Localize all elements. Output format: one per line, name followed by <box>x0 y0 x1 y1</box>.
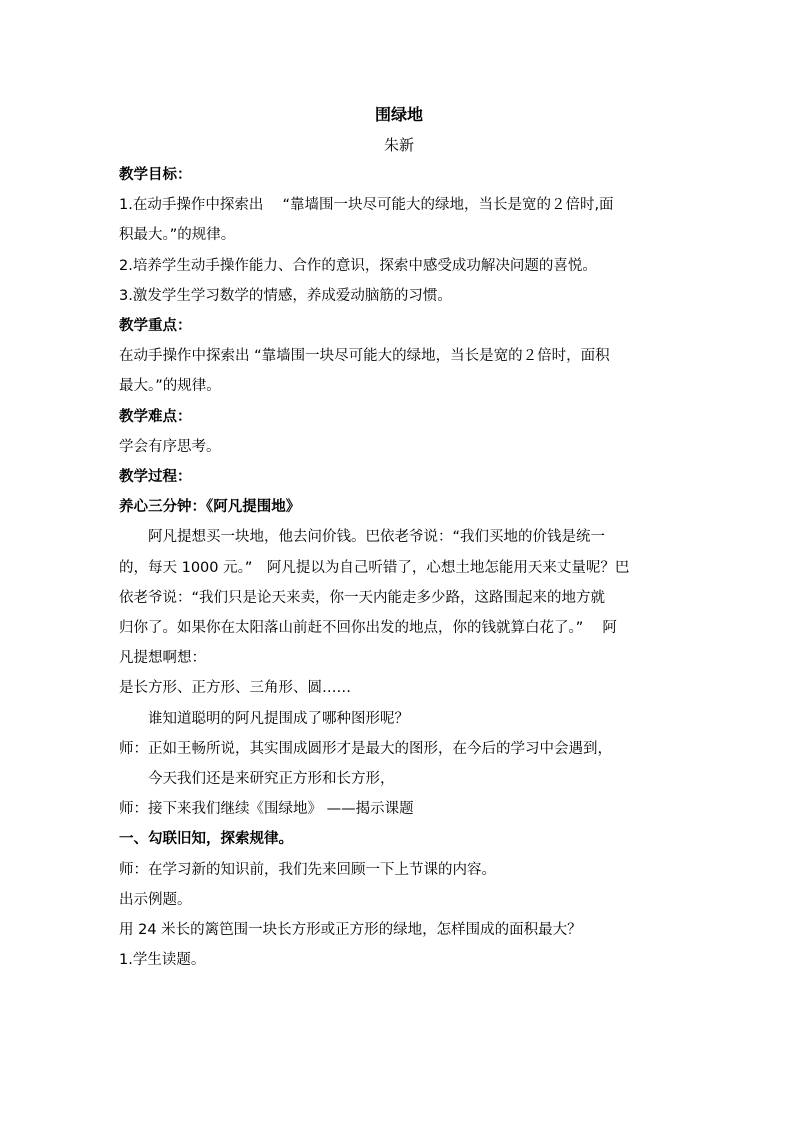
teacher-line-1: 师：正如王畅所说，其实围成圆形才是最大的图形，在今后的学习中会遇到， <box>119 740 612 757</box>
step-1-text: 1.学生读题。 <box>119 952 206 969</box>
today-text: 今天我们还是来研究正方形和长方形， <box>148 771 395 788</box>
story-line-4: 归你了。如果你在太阳落山前赶不回你出发的地点，你的钱就算白花了。” 阿 <box>119 620 617 637</box>
goal-1-line-2: 积最大。”的规律。 <box>119 227 236 244</box>
problem-text: 用 24 米长的篱笆围一块长方形或正方形的绿地，怎样围成的面积最大？ <box>119 922 582 939</box>
story-line-3: 依老爷说：“我们只是论天来卖，你一天内能走多少路，这路围起来的地方就 <box>119 589 606 606</box>
story-line-1: 阿凡提想买一块地，他去问价钱。巴依老爷说：“我们买地的价钱是统一 <box>148 529 606 546</box>
example-text: 出示例题。 <box>119 891 192 908</box>
heading-process: 教学过程： <box>119 469 192 486</box>
heading-goals: 教学目标： <box>119 167 192 183</box>
document-page <box>119 100 679 975</box>
heading-section-1: 一、勾联旧知，探索规律。 <box>119 831 293 848</box>
goal-1-line-1: 1.在动手操作中探索出 “靠墙围一块尽可能大的绿地，当长是宽的２倍时,面 <box>119 197 614 214</box>
question-text: 谁知道聪明的阿凡提围成了哪种图形呢？ <box>148 710 409 727</box>
heading-story: 养心三分钟：《阿凡提围地》 <box>119 499 301 516</box>
document-author: 朱新 <box>383 136 414 154</box>
key-point-line-2: 最大。”的规律。 <box>119 378 221 395</box>
key-point-line-1: 在动手操作中探索出 “靠墙围一块尽可能大的绿地，当长是宽的２倍时，面积 <box>119 348 610 365</box>
document-title: 围绿地 <box>374 105 423 124</box>
heading-difficulty: 教学难点： <box>119 408 192 425</box>
story-line-2: 的，每天 1000 元。” 阿凡提以为自己听错了，心想土地怎能用天来丈量呢？巴 <box>119 559 630 576</box>
heading-key-point: 教学重点： <box>119 318 192 335</box>
teacher-line-2: 师：接下来我们继续《围绿地》 ——揭示课题 <box>119 801 414 818</box>
teacher-line-3: 师：在学习新的知识前，我们先来回顾一下上节课的内容。 <box>119 861 496 878</box>
goal-2: 2.培养学生动手操作能力、合作的意识，探索中感受成功解决问题的喜悦。 <box>119 257 597 274</box>
goal-3: 3.激发学生学习数学的情感，养成爱动脑筋的习惯。 <box>119 287 452 304</box>
story-line-5: 凡提想啊想： <box>119 650 206 667</box>
difficulty-text: 学会有序思考。 <box>119 438 221 455</box>
shapes-list: 是长方形、正方形、三角形、圆…… <box>119 680 351 697</box>
